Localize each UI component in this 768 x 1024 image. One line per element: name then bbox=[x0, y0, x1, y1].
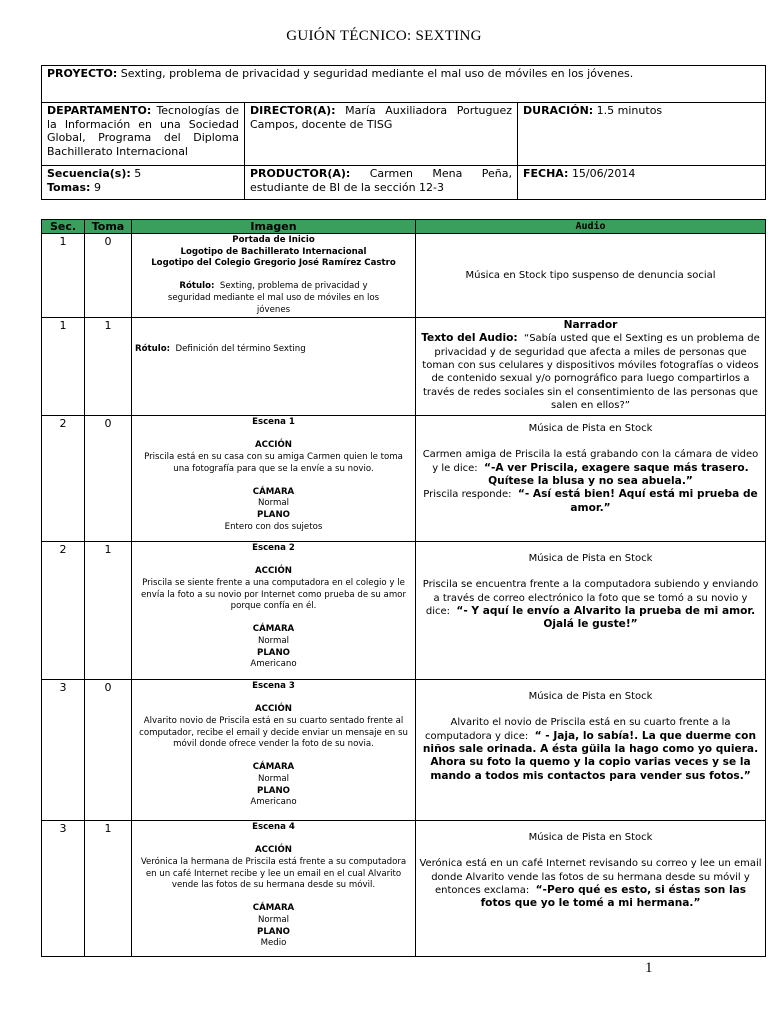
toma-cell: 0 bbox=[85, 680, 132, 821]
director-cell bbox=[245, 103, 518, 166]
plano-value: Entero con dos sujetos bbox=[224, 521, 323, 532]
audio-description: Verónica está en un café Internet revisando su correo y lee un email donde Alvarito vende las fotos de su hermana desde su móvil y entonces exclama: bbox=[419, 858, 762, 897]
col-header-audio: Audio bbox=[416, 220, 766, 234]
plano-label: PLANO bbox=[257, 509, 290, 520]
plano-label: PLANO bbox=[257, 926, 290, 937]
portada-title: Portada de Inicio bbox=[232, 235, 315, 245]
camara-value: Normal bbox=[257, 635, 290, 646]
plano-value: Medio bbox=[260, 938, 287, 949]
secuencias-cell bbox=[42, 166, 245, 200]
toma-cell: 1 bbox=[85, 542, 132, 680]
table-row bbox=[42, 234, 766, 318]
duracion-label: DURACIÓN: bbox=[523, 104, 594, 117]
tomas-label: Tomas: bbox=[47, 180, 91, 194]
plano-value: Americano bbox=[250, 797, 297, 808]
imagen-cell bbox=[132, 821, 416, 957]
secuencias-label: Secuencia(s): bbox=[47, 167, 131, 180]
toma-cell: 1 bbox=[85, 821, 132, 957]
audio-music: Música de Pista en Stock bbox=[528, 691, 653, 703]
audio-dialogue: “-A ver Priscila, exagere saque más trasero. Quítese la blusa y no sea abuela.” bbox=[484, 461, 749, 488]
rotulo-value: Definición del término Sexting bbox=[175, 344, 306, 355]
proyecto-cell bbox=[42, 66, 766, 103]
audio-dialogue: “- Y aquí le envío a Alvarito la prueba de mi amor. Ojalá le guste!” bbox=[456, 605, 756, 631]
plano-label: PLANO bbox=[257, 785, 290, 796]
audio-description: Alvarito el novio de Priscila está en su cuarto frente a la computadora y dice: bbox=[425, 717, 731, 742]
document-title: GUIÓN TÉCNICO: SEXTING bbox=[286, 28, 482, 44]
camara-label: CÁMARA bbox=[252, 903, 295, 914]
departamento-cell bbox=[42, 103, 245, 166]
camara-value: Normal bbox=[257, 914, 290, 925]
camara-value: Normal bbox=[257, 498, 290, 509]
sec-cell: 2 bbox=[42, 542, 85, 680]
departamento-value: Tecnologías de la Información en una Sociedad Global, Programa del Diploma Bachillerato Internacional bbox=[47, 104, 239, 158]
camara-value: Normal bbox=[257, 773, 290, 784]
rotulo-label: Rótulo: bbox=[179, 281, 215, 292]
productor-cell bbox=[245, 166, 518, 200]
rotulo-label: Rótulo: bbox=[135, 344, 171, 355]
productor-label: PRODUCTOR(A): bbox=[250, 167, 351, 180]
director-label: DIRECTOR(A): bbox=[250, 104, 336, 117]
audio-narration: “Sabía usted que el Sexting es un problema de privacidad y de seguridad que afecta a miles de personas que toman con sus celulares y dispositivos móviles fotografías o videos de contenido sexual y/o pornográfico para luego compartirlos a través de redes sociales sin el consentimiento de las personas que salen en ellos?” bbox=[422, 333, 760, 411]
col-header-toma: Toma bbox=[85, 220, 132, 234]
audio-description-2: Priscila responde: bbox=[423, 489, 512, 501]
audio-cell bbox=[416, 821, 766, 957]
proyecto-value: Sexting, problema de privacidad y seguridad mediante el mal uso de móviles en los jóvenes. bbox=[120, 67, 634, 80]
sec-cell: 3 bbox=[42, 821, 85, 957]
accion-text: Alvarito novio de Priscila está en su cuarto sentado frente al computador, recibe el email y decide enviar un mensaje en su móvil donde ofrece vender la foto de su novia. bbox=[139, 715, 408, 750]
page-number: 1 bbox=[645, 960, 653, 976]
sec-cell: 1 bbox=[42, 318, 85, 416]
accion-label: ACCIÓN bbox=[255, 704, 292, 715]
fecha-label: FECHA: bbox=[523, 167, 569, 180]
project-info-table bbox=[41, 65, 766, 200]
script-header-row bbox=[42, 220, 766, 234]
duracion-cell bbox=[518, 103, 766, 166]
imagen-cell bbox=[132, 680, 416, 821]
accion-text: Priscila está en su casa con su amiga Carmen quien le toma una fotografía para que se la envíe a su novio. bbox=[144, 451, 403, 474]
escena-title: Escena 2 bbox=[252, 543, 295, 554]
director-value: María Auxiliadora Portuguez Campos, docente de TISG bbox=[250, 104, 513, 131]
table-row bbox=[42, 542, 766, 680]
accion-text: Verónica la hermana de Priscila está frente a su computadora en un café Internet recibe y lee un email en el cual Alvarito vende las fotos de su hermana desde su móvil. bbox=[140, 856, 407, 891]
table-row bbox=[42, 318, 766, 416]
audio-text-label: Texto del Audio: bbox=[421, 332, 518, 345]
escena-title: Escena 3 bbox=[252, 681, 295, 692]
sec-cell: 1 bbox=[42, 234, 85, 318]
accion-text: Priscila se siente frente a una computadora en el colegio y le envía la foto a su novio por Internet como prueba de su amor porque confía en él. bbox=[141, 577, 406, 612]
tomas-value: 9 bbox=[93, 180, 101, 194]
logo-bi-text: Logotipo de Bachillerato Internacional bbox=[180, 246, 367, 257]
audio-description: Carmen amiga de Priscila la está grabando con la cámara de video y le dice: bbox=[422, 449, 759, 474]
rotulo-value: Sexting, problema de privacidad y seguridad mediante el mal uso de móviles en los jóvenes bbox=[167, 281, 380, 315]
audio-music: Música de Pista en Stock bbox=[528, 423, 653, 435]
audio-dialogue: “-Pero qué es esto, si éstas son las fotos que yo le tomé a mi hermana.” bbox=[480, 884, 747, 910]
audio-dialogue-2: “- Así está bien! Aquí está mi prueba de amor.” bbox=[517, 488, 758, 514]
col-header-imagen: Imagen bbox=[132, 220, 416, 234]
col-header-sec: Sec. bbox=[42, 220, 85, 234]
fecha-value: 15/06/2014 bbox=[571, 167, 636, 180]
camara-label: CÁMARA bbox=[252, 624, 295, 635]
camara-label: CÁMARA bbox=[252, 486, 295, 497]
departamento-label: DEPARTAMENTO: bbox=[47, 104, 152, 117]
audio-music: Música de Pista en Stock bbox=[528, 553, 653, 565]
logo-colegio-text: Logotipo del Colegio Gregorio José Ramírez Castro bbox=[151, 258, 396, 269]
plano-value: Americano bbox=[250, 659, 297, 670]
sec-cell: 2 bbox=[42, 416, 85, 542]
toma-cell: 0 bbox=[85, 416, 132, 542]
imagen-cell bbox=[132, 318, 416, 416]
imagen-cell bbox=[132, 542, 416, 680]
audio-cell bbox=[416, 542, 766, 680]
accion-label: ACCIÓN bbox=[255, 566, 292, 577]
sec-cell: 3 bbox=[42, 680, 85, 821]
secuencias-value: 5 bbox=[134, 167, 142, 180]
toma-cell: 1 bbox=[85, 318, 132, 416]
duracion-value: 1.5 minutos bbox=[596, 104, 663, 117]
audio-music: Música en Stock tipo suspenso de denuncia social bbox=[465, 269, 716, 281]
audio-cell bbox=[416, 234, 766, 318]
imagen-cell bbox=[132, 416, 416, 542]
fecha-cell bbox=[518, 166, 766, 200]
table-row bbox=[42, 680, 766, 821]
audio-dialogue: “ - Jaja, lo sabía!. La que duerme con niños sale orinada. A ésta güila la hago como yo quiera. Ahora su foto la quemo y la copio varias veces y se la mando a todos mis contactos para vender sus fotos.” bbox=[422, 729, 759, 782]
audio-cell bbox=[416, 416, 766, 542]
plano-label: PLANO bbox=[257, 647, 290, 658]
imagen-cell bbox=[132, 234, 416, 318]
escena-title: Escena 4 bbox=[252, 822, 295, 833]
accion-label: ACCIÓN bbox=[255, 845, 292, 856]
table-row bbox=[42, 416, 766, 542]
proyecto-label: PROYECTO: bbox=[47, 67, 118, 80]
productor-value: Carmen Mena Peña, estudiante de BI de la sección 12-3 bbox=[250, 167, 513, 194]
audio-cell bbox=[416, 680, 766, 821]
narrador-title: Narrador bbox=[563, 319, 618, 332]
camara-label: CÁMARA bbox=[252, 762, 295, 773]
escena-title: Escena 1 bbox=[252, 417, 295, 428]
toma-cell: 0 bbox=[85, 234, 132, 318]
script-table bbox=[41, 219, 766, 957]
audio-description: Priscila se encuentra frente a la computadora subiendo y enviando a través de correo electrónico la foto que se tomó a su novio y dice: bbox=[422, 579, 759, 618]
table-row bbox=[42, 821, 766, 957]
audio-cell bbox=[416, 318, 766, 416]
audio-music: Música de Pista en Stock bbox=[528, 832, 653, 844]
accion-label: ACCIÓN bbox=[255, 440, 292, 451]
